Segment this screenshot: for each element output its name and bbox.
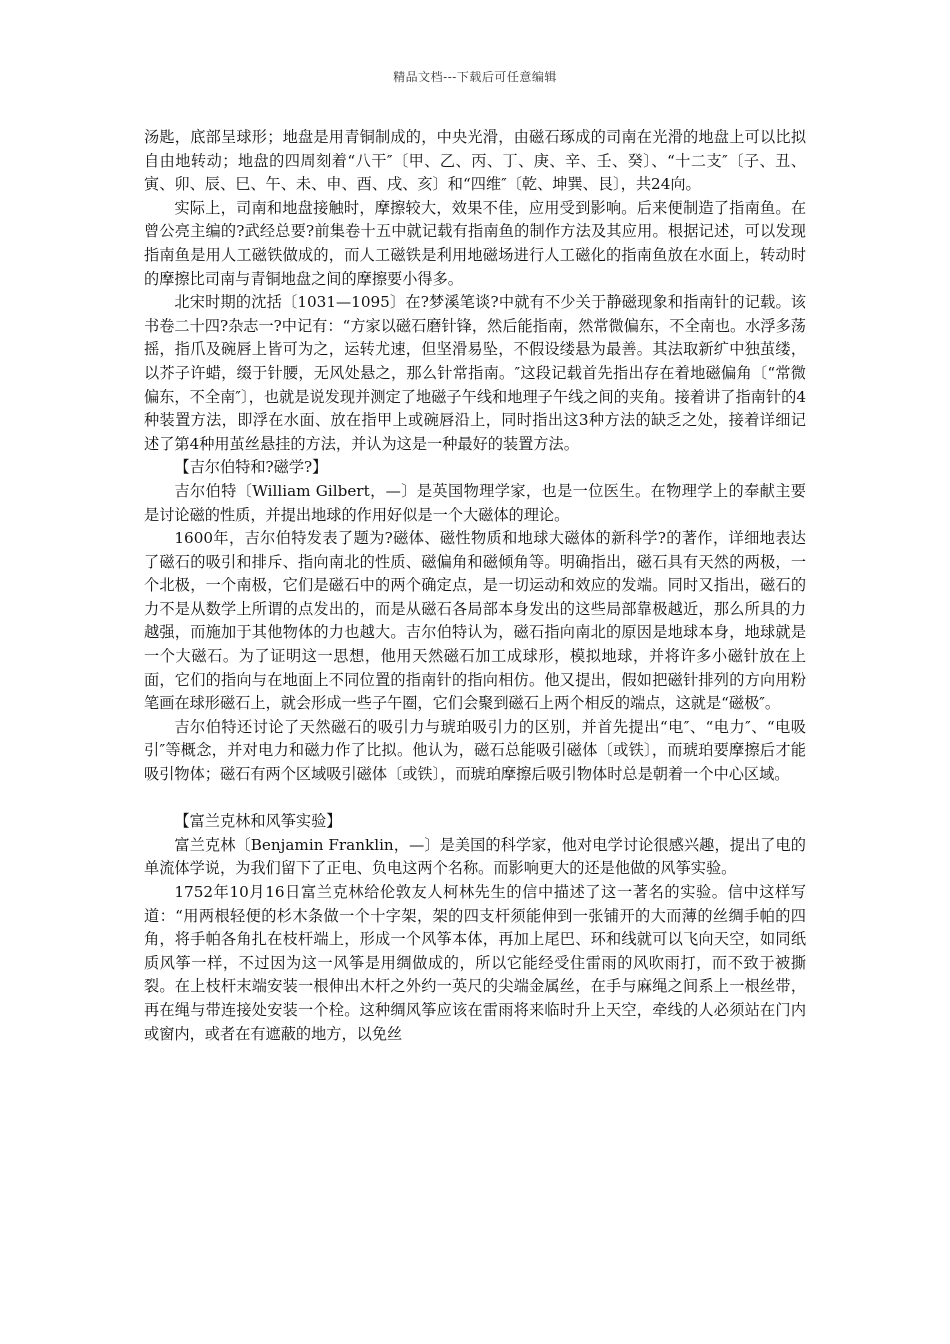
paragraph-8: 1752年10月16日富兰克林给伦敦友人柯林先生的信中描述了这一著名的实验。信中这样写道：“用两根轻便的杉木条做一个十字架，架的四支杆须能伸到一张铺开的大而薄的丝绸手帕的四角，将手帕各角扎在枝杆端上，形成一个风筝本体，再加上尾巴、环和线就可以飞向天空，如同纸质风筝一样，不过因为这一风筝是用绸做成的，所以它能经受住雷雨的风吹雨打，而不致于被撕裂。在上枝杆末端安装一根伸出木杆之外约一英尺的尖端金属丝，在手与麻绳之间系上一根丝带，再在绳与带连接处安装一个栓。这种绸风筝应该在雷雨将来临时升上天空，牵线的人必须站在门内或窗内，或者在有遮蔽的地方，以免丝: [144, 883, 806, 1043]
paragraph-2: 实际上，司南和地盘接触时，摩擦较大，效果不佳，应用受到影响。后来便制造了指南鱼。在曾公亮主编的?武经总要?前集卷十五中就记载有指南鱼的制作方法及其应用。根据记述，可以发现指南鱼是用人工磁铁做成的，而人工磁铁是利用地磁场进行人工磁化的指南鱼放在水面上，转动时的摩擦比司南与青铜地盘之间的摩擦要小得多。: [144, 198, 806, 288]
paragraph-1: 汤匙，底部呈球形；地盘是用青铜制成的，中央光滑，由磁石琢成的司南在光滑的地盘上可以比拟自由地转动；地盘的四周刻着“八干″〔甲、乙、丙、丁、庚、辛、壬、癸〕、“十二支″〔子、丑、寅、卯、辰、巳、午、未、申、酉、戌、亥〕和“四维″〔乾、坤巽、艮〕，共24向。: [144, 128, 806, 194]
section-heading-franklin: 【富兰克林和风筝实验】: [174, 812, 342, 831]
blank-line: [144, 787, 806, 811]
paragraph-7: 富兰克林〔Benjamin Franklin，—〕是美国的科学家，他对电学讨论很感兴趣，提出了电的单流体学说，为我们留下了正电、负电这两个名称。而影响更大的还是他做的风筝实验。: [144, 835, 806, 878]
paragraph-4: 吉尔伯特〔William Gilbert，—〕是英国物理学家，也是一位医生。在物理学上的奉献主要是讨论磁的性质，并提出地球的作用好似是一个大磁体的理论。: [144, 481, 806, 524]
document-body: [144, 126, 806, 1046]
page-header: 精品文档---下载后可任意编辑: [393, 70, 557, 84]
section-heading-gilbert: 【吉尔伯特和?磁学?】: [174, 458, 328, 477]
paragraph-6: 吉尔伯特还讨论了天然磁石的吸引力与琥珀吸引力的区别，并首先提出“电″、“电力″、“电吸引″等概念，并对电力和磁力作了比拟。他认为，磁石总能吸引磁体〔或铁〕，而琥珀要摩擦后才能吸引物体；磁石有两个区域吸引磁体〔或铁〕，而琥珀摩擦后吸引物体时总是朝着一个中心区域。: [144, 717, 806, 784]
paragraph-5: 1600年，吉尔伯特发表了题为?磁体、磁性物质和地球大磁体的新科学?的著作，详细地表达了磁石的吸引和排斥、指向南北的性质、磁偏角和磁倾角等。明确指出，磁石具有天然的两极，一个北极，一个南极，它们是磁石中的两个确定点，是一切运动和效应的发端。同时又指出，磁石的力不是从数学上所谓的点发出的，而是从磁石各局部本身发出的这些局部靠极越近，那么所具的力越强，而施加于其他物体的力也越大。吉尔伯特认为，磁石指向南北的原因是地球本身，地球就是一个大磁石。为了证明这一思想，他用天然磁石加工成球形，模拟地球，并将许多小磁针放在上面，它们的指向与在地面上不同位置的指南针的指向相仿。他又提出，假如把磁针排列的方向用粉笔画在球形磁石上，就会形成一些子午圈，它们会聚到磁石上两个相反的端点，这就是“磁极″。: [144, 529, 806, 713]
paragraph-3: 北宋时期的沈括〔1031—1095〕在?梦溪笔谈?中就有不少关于静磁现象和指南针的记载。该书卷二十四?杂志一?中记有：“方家以磁石磨针锋，然后能指南，然常微偏东，不全南也。水浮多荡摇，指爪及碗唇上皆可为之，运转尤速，但坚滑易坠，不假设缕悬为最善。其法取新纩中独茧缕，以芥子许蜡，缀于针腰，无风处悬之，那么针常指南。″这段记载首先指出存在着地磁偏角〔“常微偏东，不全南″〕，也就是说发现并测定了地磁子午线和地理子午线之间的夹角。接着讲了指南针的4种装置方法，即浮在水面、放在指甲上或碗唇沿上，同时指出这3种方法的缺乏之处，接着详细记述了第4种用茧丝悬挂的方法，并认为这是一种最好的装置方法。: [144, 293, 806, 453]
